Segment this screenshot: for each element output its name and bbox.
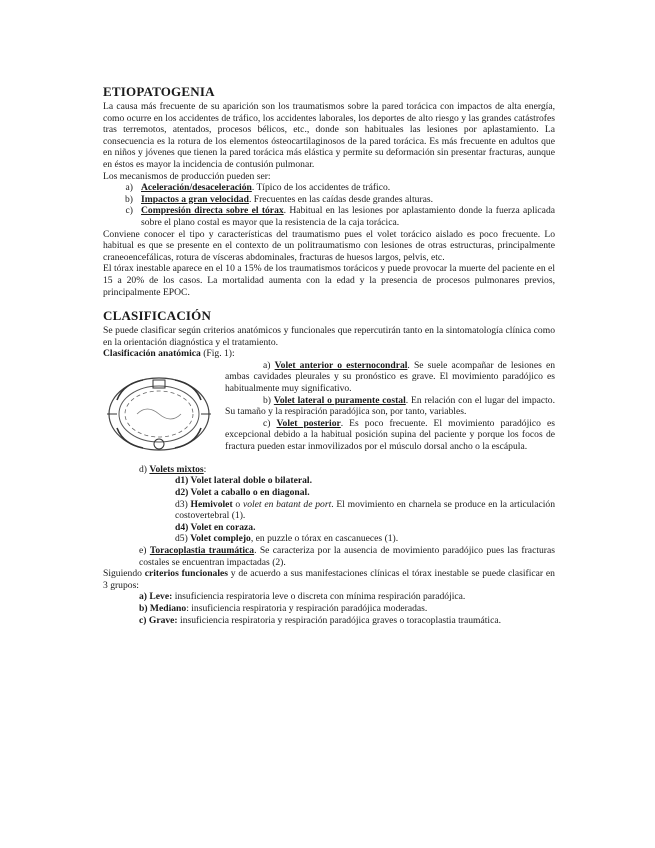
anatomic-type-a: a) Volet anterior o esternocondral. Se suele acompañar de lesiones en ambas cavidades pleurales y su pronóstico es grave. El movimiento paradójico es habitualmente muy significativo. [225, 359, 555, 395]
anatomic-classification-title: Clasificación anatómica (Fig. 1): [103, 348, 235, 360]
thorax-cross-section-drawing [103, 370, 215, 458]
thorax-figure [103, 360, 225, 464]
section-heading-etiopatogenia: ETIOPATOGENIA [103, 84, 215, 99]
list-item-title: Impactos a gran velocidad [141, 193, 249, 205]
paragraph: Los mecanismos de producción pueden ser: [103, 170, 271, 182]
functional-classification-intro: Siguiendo criterios funcionales y de acuerdo a sus manifestaciones clínicas el tórax inestable se puede clasificar en 3 grupos: [103, 568, 555, 591]
mixed-volets-list [103, 475, 555, 498]
list-item: d3) Hemivolet o volet en batant de port. El movimiento en charnela se produce en la articulación costovertebral (1). [175, 498, 556, 522]
list-item-label: a) [125, 182, 133, 194]
paragraph: La causa más frecuente de su aparición son los traumatismos sobre la pared torácica con impactos de alta energía, como ocurre en los accidentes de tráfico, los accidentes laborales, los deportes de alto riesgo y las grandes catástrofes tras terremotos, atentados, procesos bélicos, etc., donde son habituales las lesiones por aplastamiento. La consecuencia es la rotura de los elementos ósteocartilaginosos de la pared torácica. Es más frecuente en adultos que en niños y jóvenes que tienen la pared torácica más elástica y permite su deformación sin presentar fracturas, aunque en éstos es mayor la incidencia de contusión pulmonar. [103, 101, 555, 170]
list-item: c) Grave: insuficiencia respiratoria y respiración paradójica graves o toracoplastia traumática. [139, 614, 502, 626]
list-item [103, 182, 555, 194]
anatomic-type-b: b) Volet lateral o puramente costal. En relación con el lugar del impacto. Su tamaño y la respiración paradójica son, por tanto, variables. [225, 394, 556, 418]
list-item: d4) Volet en coraza. [175, 521, 256, 533]
mixed-volets-list-cont [103, 522, 555, 545]
list-item-title: Compresión directa sobre el tórax [141, 205, 284, 217]
anatomic-type-c: c) Volet posterior. Es poco frecuente. El movimiento paradójico es excepcional debido a la habitual posición supina del paciente y porque los focos de fractura pueden estar inmovilizados por el músculo dorsal ancho o la escápula. [225, 417, 555, 453]
anatomic-type-e: e) Toracoplastia traumática. Se caracteriza por la ausencia de movimiento paradójico pues las fracturas costales se encuentran impactadas (2). [139, 545, 555, 568]
mechanisms-list [103, 182, 555, 228]
paragraph: Se puede clasificar según criterios anatómicos y funcionales que repercutirán tanto en la sintomatología clínica como en la orientación diagnóstica y el tratamiento. [103, 325, 555, 348]
list-item-text: . Habitual en las lesiones por aplastamiento donde la fuerza aplicada sobre el plano costal es mayor que la resistencia de la caja torácica. [141, 205, 555, 228]
anatomic-classification [103, 360, 555, 464]
list-item [103, 194, 555, 206]
list-item [103, 205, 555, 228]
list-item-title: Aceleración/desaceleración [141, 182, 252, 194]
list-item-label: b) [125, 193, 133, 205]
anatomic-types [225, 360, 555, 464]
functional-grades-list [103, 591, 555, 626]
list-item-text: . Frecuentes en las caídas desde grandes alturas. [248, 193, 434, 205]
list-item: a) Leve: insuficiencia respiratoria leve o discreta con mínima respiración paradójica. [139, 591, 466, 603]
paragraph: Conviene conocer el tipo y características del traumatismo pues el volet torácico aislado es poco frecuente. Lo habitual es que se presente en el contexto de un politraumatismo con lesiones de otras estructuras, principalmente craneoencefálicas, rotura de vísceras abdominales, fracturas de huesos largos, pelvis, etc. [103, 228, 555, 263]
list-item-text: . Típico de los accidentes de tráfico. [251, 182, 391, 194]
anatomic-type-d: d) Volets mixtos: [139, 463, 207, 475]
list-item: d5) Volet complejo, en puzzle o tórax en cascanueces (1). [175, 533, 399, 545]
list-item: d2) Volet a caballo o en diagonal. [175, 487, 310, 499]
section-heading-clasificacion: CLASIFICACIÓN [103, 308, 212, 324]
paragraph: El tórax inestable aparece en el 10 a 15% de los traumatismos torácicos y puede provocar la muerte del paciente en el 15 a 20% de los casos. La mortalidad aumenta con la edad y la presencia de procesos pulmonares previos, principalmente EPOC. [103, 263, 555, 298]
document-body [103, 84, 555, 626]
list-item: b) Mediano: insuficiencia respiratoria y respiración paradójica moderadas. [139, 603, 428, 614]
list-item-label: c) [125, 205, 133, 217]
list-item: d1) Volet lateral doble o bilateral. [175, 475, 312, 487]
